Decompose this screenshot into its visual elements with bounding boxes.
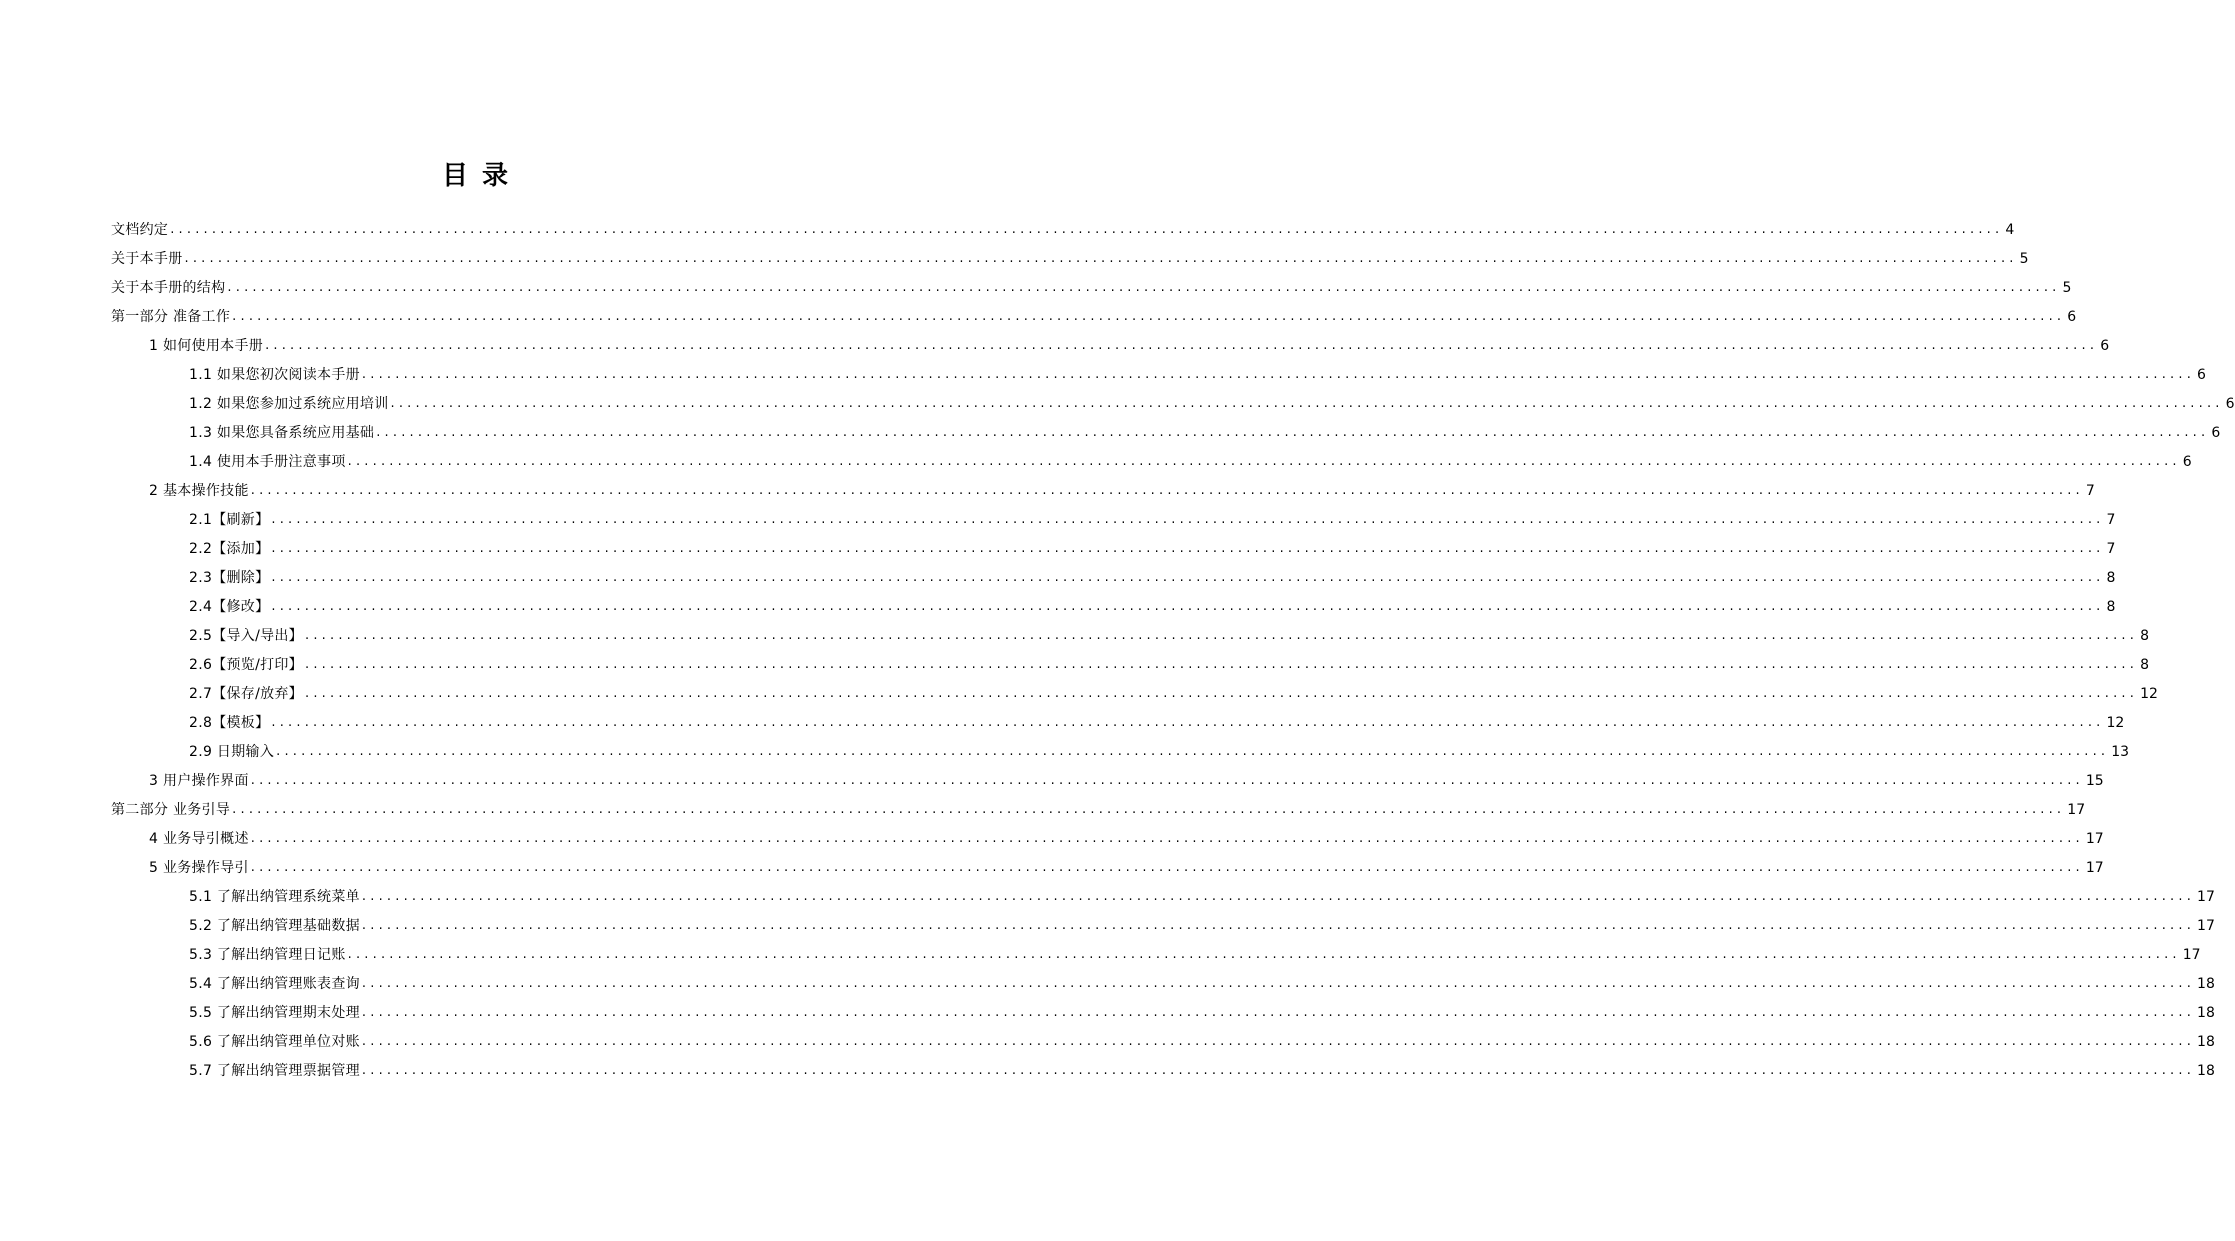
toc-entry-page: 6	[2067, 309, 2077, 325]
toc-entry-page: 17	[2085, 860, 2104, 876]
toc-entry[interactable]	[111, 214, 2015, 243]
toc-entry[interactable]	[111, 939, 2201, 968]
toc-dot-leader: ............................................................................................................................................................................................................................	[250, 773, 2084, 788]
toc-entry-page: 6	[2100, 338, 2110, 354]
toc-entry-text: 1.2 如果您参加过系统应用培训	[189, 396, 389, 412]
toc-entry[interactable]	[111, 823, 2104, 852]
toc-dot-leader: ............................................................................................................................................................................................................................	[304, 657, 2139, 672]
toc-entry-text: 2.8【模板】	[189, 715, 270, 731]
toc-entry-text: 第二部分 业务引导	[111, 802, 231, 818]
toc-dot-leader: ............................................................................................................................................................................................................................	[361, 918, 2196, 933]
toc-entry-page: 18	[2197, 1063, 2215, 1079]
toc-entry[interactable]	[111, 446, 2192, 475]
toc-entry[interactable]	[111, 620, 2150, 649]
toc-dot-leader: ............................................................................................................................................................................................................................	[232, 802, 2066, 817]
toc-dot-leader: ............................................................................................................................................................................................................................	[361, 1034, 2196, 1049]
toc-entry-page: 6	[2211, 425, 2221, 441]
toc-entry-text: 2.5【导入/导出】	[189, 628, 303, 644]
toc-entry-page: 17	[2197, 918, 2215, 934]
toc-entry-page: 8	[2140, 628, 2150, 644]
toc-entry[interactable]	[111, 591, 2116, 620]
toc-entry-page: 6	[2182, 454, 2192, 470]
toc-entry[interactable]	[111, 881, 2215, 910]
toc-dot-leader: ............................................................................................................................................................................................................................	[347, 454, 2181, 469]
toc-dot-leader: ............................................................................................................................................................................................................................	[265, 338, 2099, 353]
toc-dot-leader: ............................................................................................................................................................................................................................	[250, 860, 2084, 875]
toc-entry-text: 1.1 如果您初次阅读本手册	[189, 367, 360, 383]
toc-entry-text: 4 业务导引概述	[149, 831, 249, 847]
toc-dot-leader: ............................................................................................................................................................................................................................	[232, 309, 2066, 324]
toc-entry-text: 2.6【预览/打印】	[189, 657, 303, 673]
toc-title: 目录	[441, 161, 522, 191]
toc-entry-page: 5	[2062, 280, 2072, 296]
toc-entry[interactable]	[111, 1026, 2215, 1055]
toc-entry-text: 2.3【删除】	[189, 570, 270, 586]
toc-list	[111, 214, 2235, 1084]
toc-entry-page: 8	[2140, 657, 2150, 673]
toc-entry-text: 5.4 了解出纳管理账表查询	[189, 976, 360, 992]
toc-entry[interactable]	[111, 417, 2221, 446]
toc-entry-text: 2.2【添加】	[189, 541, 270, 557]
toc-entry-page: 8	[2106, 570, 2116, 586]
toc-entry-page: 12	[2106, 715, 2125, 731]
toc-dot-leader: ............................................................................................................................................................................................................................	[271, 512, 2105, 527]
toc-entry-text: 5.3 了解出纳管理日记账	[189, 947, 346, 963]
toc-dot-leader: ............................................................................................................................................................................................................................	[227, 280, 2061, 295]
toc-entry-page: 17	[2197, 889, 2215, 905]
toc-dot-leader: ............................................................................................................................................................................................................................	[271, 570, 2105, 585]
toc-entry[interactable]	[111, 968, 2215, 997]
toc-entry[interactable]	[111, 330, 2110, 359]
toc-dot-leader: ............................................................................................................................................................................................................................	[250, 831, 2084, 846]
toc-entry-text: 5.5 了解出纳管理期末处理	[189, 1005, 360, 1021]
toc-dot-leader: ............................................................................................................................................................................................................................	[361, 367, 2196, 382]
toc-entry-text: 5.2 了解出纳管理基础数据	[189, 918, 360, 934]
toc-entry[interactable]	[111, 359, 2206, 388]
toc-entry-page: 18	[2197, 1034, 2215, 1050]
toc-entry[interactable]	[111, 910, 2215, 939]
toc-entry-text: 5.1 了解出纳管理系统菜单	[189, 889, 360, 905]
toc-entry-page: 17	[2182, 947, 2201, 963]
toc-entry-page: 17	[2067, 802, 2086, 818]
toc-entry[interactable]	[111, 533, 2116, 562]
toc-entry[interactable]	[111, 388, 2235, 417]
toc-entry[interactable]	[111, 504, 2116, 533]
toc-entry[interactable]	[111, 794, 2086, 823]
toc-entry-text: 2.9 日期输入	[189, 744, 275, 760]
toc-dot-leader: ............................................................................................................................................................................................................................	[271, 541, 2105, 556]
toc-entry[interactable]	[111, 707, 2125, 736]
toc-dot-leader: ............................................................................................................................................................................................................................	[361, 976, 2196, 991]
toc-entry-page: 18	[2197, 976, 2215, 992]
toc-dot-leader: ............................................................................................................................................................................................................................	[271, 715, 2105, 730]
toc-entry-page: 15	[2085, 773, 2104, 789]
toc-entry-text: 关于本手册的结构	[111, 280, 226, 296]
toc-dot-leader: ............................................................................................................................................................................................................................	[304, 686, 2139, 701]
toc-entry[interactable]	[111, 562, 2116, 591]
toc-entry-text: 5.7 了解出纳管理票据管理	[189, 1063, 360, 1079]
toc-entry-text: 1 如何使用本手册	[149, 338, 264, 354]
toc-dot-leader: ............................................................................................................................................................................................................................	[170, 222, 2004, 237]
toc-entry-text: 5 业务操作导引	[149, 860, 249, 876]
toc-entry-text: 3 用户操作界面	[149, 773, 249, 789]
toc-entry-text: 文档约定	[111, 222, 169, 238]
toc-dot-leader: ............................................................................................................................................................................................................................	[361, 889, 2196, 904]
toc-dot-leader: ............................................................................................................................................................................................................................	[361, 1005, 2196, 1020]
toc-dot-leader: ............................................................................................................................................................................................................................	[347, 947, 2181, 962]
toc-entry-text: 第一部分 准备工作	[111, 309, 231, 325]
toc-entry-page: 13	[2111, 744, 2130, 760]
toc-entry-page: 6	[2197, 367, 2206, 383]
toc-entry-text: 关于本手册	[111, 251, 183, 267]
toc-entry-page: 4	[2005, 222, 2015, 238]
toc-dot-leader: ............................................................................................................................................................................................................................	[184, 251, 2018, 266]
toc-dot-leader: ............................................................................................................................................................................................................................	[271, 599, 2105, 614]
toc-entry-text: 5.6 了解出纳管理单位对账	[189, 1034, 360, 1050]
toc-entry-page: 12	[2140, 686, 2158, 702]
toc-entry-text: 1.4 使用本手册注意事项	[189, 454, 346, 470]
toc-entry-page: 6	[2225, 396, 2235, 412]
toc-entry[interactable]	[111, 852, 2104, 881]
toc-entry-page: 17	[2085, 831, 2104, 847]
toc-entry[interactable]	[111, 649, 2150, 678]
toc-dot-leader: ............................................................................................................................................................................................................................	[376, 425, 2210, 440]
toc-dot-leader: ............................................................................................................................................................................................................................	[361, 1063, 2196, 1078]
toc-entry[interactable]	[111, 997, 2215, 1026]
toc-entry[interactable]	[111, 736, 2130, 765]
toc-dot-leader: ............................................................................................................................................................................................................................	[276, 744, 2110, 759]
toc-entry-page: 7	[2106, 541, 2116, 557]
toc-entry-text: 2.4【修改】	[189, 599, 270, 615]
toc-entry-text: 2.1【刷新】	[189, 512, 270, 528]
toc-entry-page: 8	[2106, 599, 2116, 615]
toc-entry-page: 5	[2019, 251, 2029, 267]
toc-entry-page: 7	[2085, 483, 2095, 499]
toc-entry[interactable]	[111, 678, 2158, 707]
toc-entry-page: 18	[2197, 1005, 2215, 1021]
toc-entry[interactable]	[111, 301, 2077, 330]
toc-dot-leader: ............................................................................................................................................................................................................................	[250, 483, 2084, 498]
toc-entry-text: 2.7【保存/放弃】	[189, 686, 303, 702]
toc-entry-page: 7	[2106, 512, 2116, 528]
toc-dot-leader: ............................................................................................................................................................................................................................	[390, 396, 2224, 411]
toc-entry-text: 1.3 如果您具备系统应用基础	[189, 425, 375, 441]
toc-dot-leader: ............................................................................................................................................................................................................................	[304, 628, 2139, 643]
toc-entry[interactable]	[111, 765, 2104, 794]
toc-entry[interactable]	[111, 1055, 2215, 1084]
toc-entry[interactable]	[111, 243, 2029, 272]
toc-entry[interactable]	[111, 272, 2072, 301]
toc-entry[interactable]	[111, 475, 2095, 504]
toc-entry-text: 2 基本操作技能	[149, 483, 249, 499]
